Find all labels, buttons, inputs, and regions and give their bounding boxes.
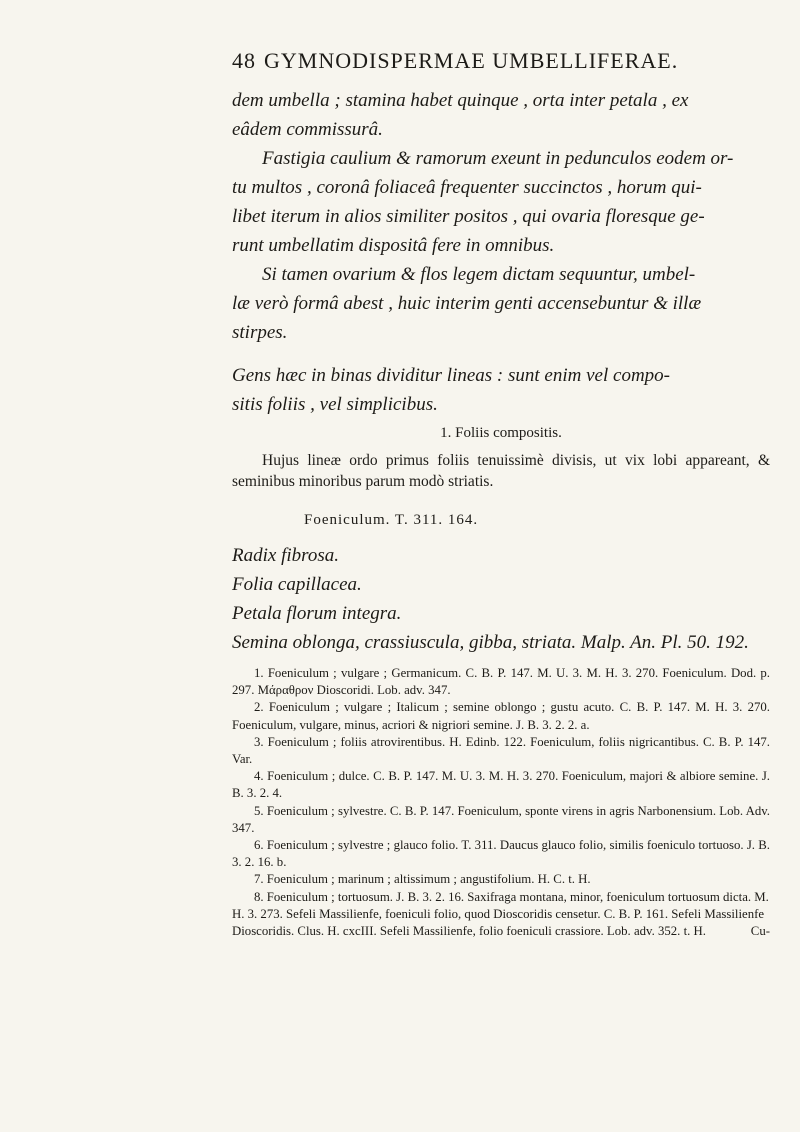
page-number: 48 [232,48,256,73]
fastigia-line: runt umbellatim dispositâ fere in omnibus. [232,235,555,256]
fastigia-line: libet iterum in alios similiter positos , qui ovaria floresque ge- [232,206,705,227]
intro-line: eâdem commissurâ. [232,119,383,140]
page-body [232,86,770,940]
synonym-entry: 1. Foeniculum ; vulgare ; Germanicum. C. B. P. 147. M. U. 3. M. H. 3. 270. Foeniculum. Dod. p. 297. Μάραθρον Dioscoridi. Lob. adv. 347. [232,666,770,698]
synonym-entry: 6. Foeniculum ; sylvestre ; glauco folio. T. 311. Daucus glauco folio, similis foeniculo tortuoso. J. B. 3. 2. 16. b. [232,838,770,870]
synonym-entry-text: 8. Foeniculum ; tortuosum. J. B. 3. 2. 16. Saxifraga montana, minor, foeniculum tortuosum dicta. M. H. 3. 273. Sefeli Massilienfe, foeniculi folio, quod Dioscoridis censetur. C. B. P. 161. Sefeli Massilienfe Dioscoridis. Clus. H. cxcIII. Sefeli Massilienfe, folio foeniculi crassiore. Lob. adv. 352. t. H. [232,889,769,939]
si-tamen-line: stirpes. [232,322,288,343]
section-text: Hujus lineæ ordo primus foliis tenuissimè divisis, ut vix lobi appareant, & seminibus minoribus parum modò striatis. [232,452,770,490]
fastigia-line: Fastigia caulium & ramorum exeunt in pedunculos eodem or- [262,148,734,169]
gens-line: Gens hæc in binas dividitur lineas : sunt enim vel compo- [232,365,670,386]
character-line: Petala florum integra. [232,603,402,624]
gens-line: sitis foliis , vel simplicibus. [232,394,438,415]
fastigia-line: tu multos , coronâ foliaceâ frequenter succinctos , horum qui- [232,177,702,198]
synonym-entry: 4. Foeniculum ; dulce. C. B. P. 147. M. U. 3. M. H. 3. 270. Foeniculum, majori & albiore semine. J. B. 3. 2. 4. [232,769,770,801]
synonym-entry: 2. Foeniculum ; vulgare ; Italicum ; semine oblongo ; gustu acuto. C. B. P. 147. M. H. 3. 270. Foeniculum, vulgare, minus, acriori & nigriori semine. J. B. 3. 2. 2. a. [232,700,770,732]
section-heading: 1. Foliis compositis. [440,425,562,441]
genus-ref: T. 311. 164. [394,512,479,528]
synonym-entry [232,889,770,941]
synonym-entry: 5. Foeniculum ; sylvestre. C. B. P. 147. Foeniculum, sponte virens in agris Narbonensium. Lob. Adv. 347. [232,803,770,835]
character-semina: Semina oblonga, crassiuscula, gibba, striata. Malp. An. Pl. 50. 192. [232,632,749,653]
synonym-entry: 7. Foeniculum ; marinum ; altissimum ; angustifolium. H. C. t. H. [254,872,591,887]
synonym-list [232,665,770,940]
character-line: Folia capillacea. [232,574,362,595]
si-tamen-line: Si tamen ovarium & flos legem dictam sequuntur, umbel- [262,264,696,285]
genus-name: Foeniculum. [304,512,391,528]
catchword: Cu- [750,924,770,939]
genus-heading [304,512,770,529]
page-title: GYMNODISPERMAE UMBELLIFERAE. [264,48,679,73]
si-tamen-line: læ verò formâ abest , huic interim genti accensebuntur & illæ [232,293,702,314]
intro-line: dem umbella ; stamina habet quinque , orta inter petala , ex [232,90,689,111]
synonym-entry: 3. Foeniculum ; foliis atrovirentibus. H. Edinb. 122. Foeniculum, foliis nigricantibus. C. B. P. 147. Var. [232,734,770,767]
character-line: Radix fibrosa. [232,545,339,566]
